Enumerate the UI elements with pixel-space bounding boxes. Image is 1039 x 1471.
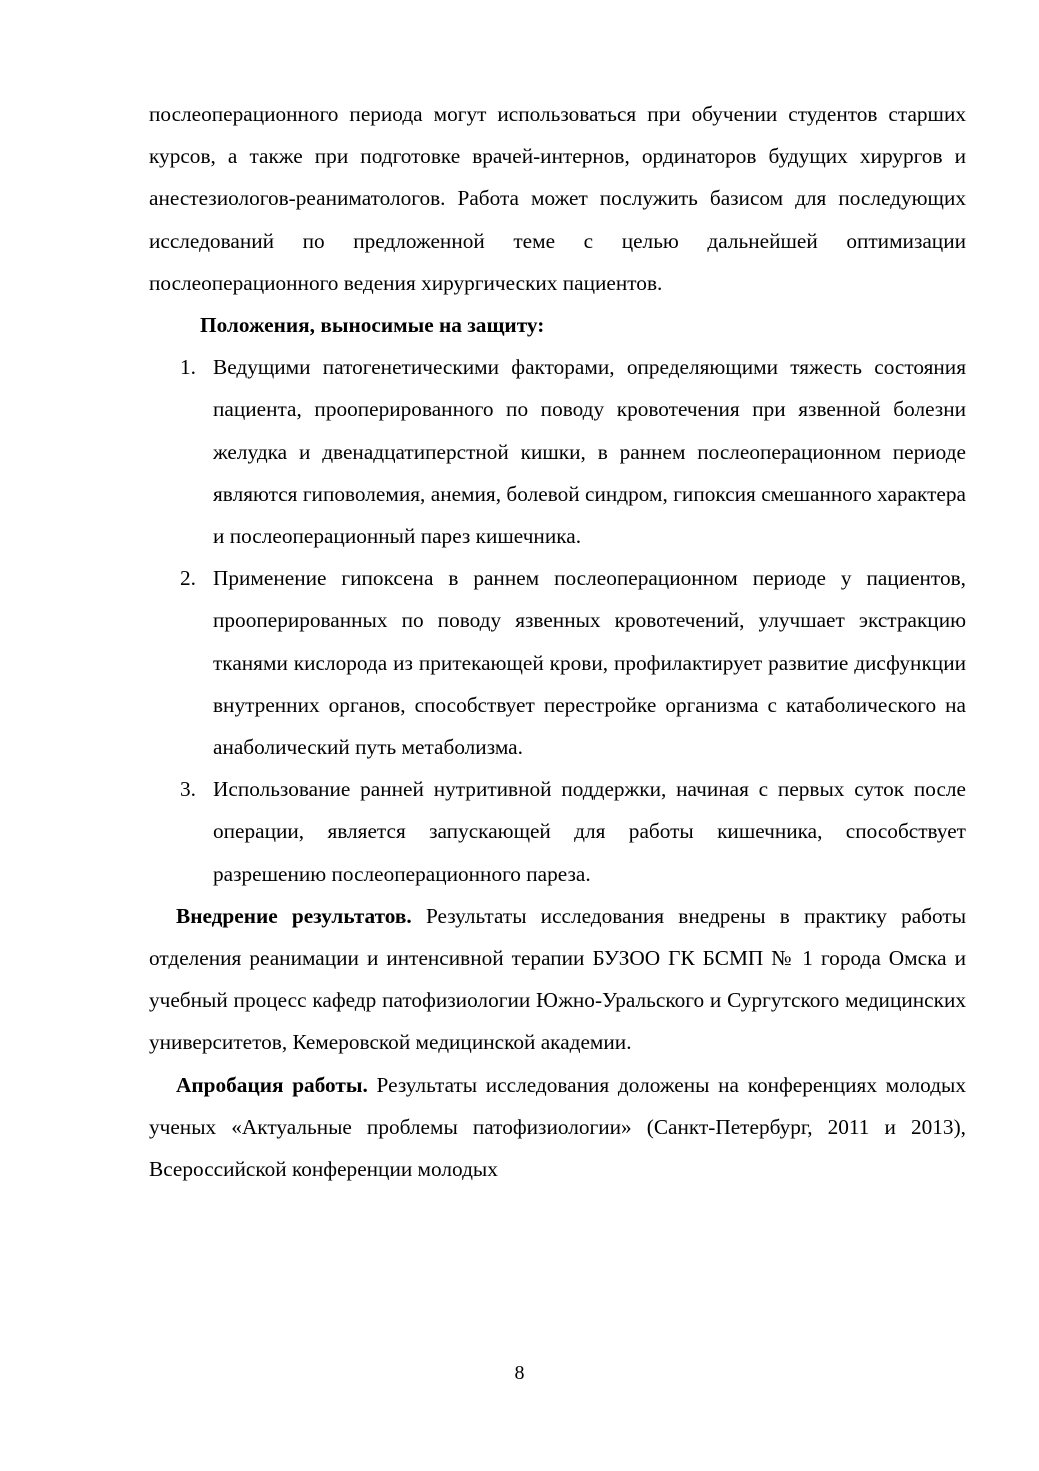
list-item-text: Применение гипоксена в раннем послеоперационном периоде у пациентов, прооперированных по поводу язвенных кровотечений, улучшает экстракцию тканями кислорода из притекающей крови, профилактирует развитие дисфункции внутренних органов, способствует перестройке организма с катаболического на анаболический путь метаболизма. — [213, 566, 966, 760]
approbation-text: Результаты исследования доложены на конференциях молодых ученых «Актуальные проблемы патофизиологии» (Санкт-Петербург, 2011 и 2013), Всероссийской конференции молодых — [149, 1072, 966, 1182]
list-item-number: 3. — [180, 777, 196, 802]
list-item — [149, 346, 966, 557]
list-item — [149, 557, 966, 768]
implementation-paragraph — [149, 895, 966, 1064]
approbation-label: Апробация работы. — [176, 1072, 368, 1097]
list-item-number: 1. — [180, 355, 196, 380]
list-item-text: Использование ранней нутритивной поддержки, начиная с первых суток после операции, является запускающей для работы кишечника, способствует разрешению послеоперационного пареза. — [213, 777, 966, 886]
list-item-number: 2. — [180, 566, 196, 591]
implementation-label: Внедрение результатов. — [176, 903, 412, 928]
implementation-text: Результаты исследования внедрены в практику работы отделения реанимации и интенсивной терапии БУЗОО ГК БСМП № 1 города Омска и учебный процесс кафедр патофизиологии Южно-Уральского и Сургутского медицинских университетов, Кемеровской медицинской академии. — [149, 903, 967, 1055]
provisions-list — [149, 346, 966, 895]
provisions-heading: Положения, выносимые на защиту: — [200, 313, 545, 338]
list-item — [149, 768, 966, 895]
list-item-text: Ведущими патогенетическими факторами, определяющими тяжесть состояния пациента, прооперированного по поводу кровотечения при язвенной болезни желудка и двенадцатиперстной кишки, в раннем послеоперационном периоде являются гиповолемия, анемия, болевой синдром, гипоксия смешанного характера и послеоперационный парез кишечника. — [213, 355, 966, 549]
document-body — [149, 93, 966, 1190]
intro-paragraph: послеоперационного периода могут использоваться при обучении студентов старших курсов, а также при подготовке врачей-интернов, ординаторов будущих хирургов и анестезиологов-реаниматологов. Работа может послужить базисом для последующих исследований по предложенной теме с целью дальнейшей оптимизации послеоперационного ведения хирургических пациентов. — [149, 102, 966, 295]
approbation-paragraph — [149, 1064, 966, 1191]
page-number: 8 — [514, 1362, 525, 1384]
